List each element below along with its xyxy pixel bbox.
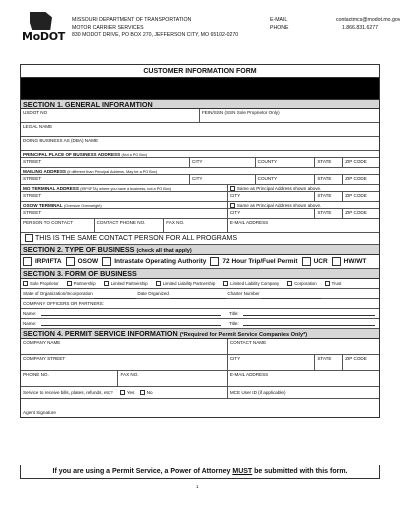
type-osow[interactable]: OSOW bbox=[66, 257, 99, 266]
page-number: 1 bbox=[196, 484, 199, 489]
checkbox-icon[interactable] bbox=[25, 234, 33, 242]
mo-terminal-row bbox=[21, 192, 379, 202]
person-to-contact-field[interactable]: PERSON TO CONTACT bbox=[21, 219, 95, 232]
mo-terminal-state-field[interactable]: STATE bbox=[315, 192, 343, 201]
fein-ssn-field[interactable]: FEIN/SSN (SSN Sole Proprietor Only) bbox=[202, 110, 280, 115]
email-label: E-MAIL bbox=[270, 17, 288, 23]
officer-row-1: Name: Title: bbox=[21, 309, 379, 319]
form-partnership[interactable]: Partnership bbox=[67, 281, 96, 286]
mo-terminal-city-field[interactable]: CITY bbox=[228, 192, 316, 201]
logo-text: MoDOT bbox=[22, 30, 65, 43]
mo-terminal-label-row bbox=[21, 185, 379, 192]
contact-labels bbox=[270, 17, 288, 32]
form-limited-partnership[interactable]: Limited Partnership bbox=[104, 281, 148, 286]
osow-label-row bbox=[21, 202, 379, 209]
officer-title-input-1[interactable] bbox=[243, 315, 375, 316]
org-name: MISSOURI DEPARTMENT OF TRANSPORTATION bbox=[72, 17, 192, 23]
permit-state-field[interactable]: STATE bbox=[315, 355, 343, 370]
checkbox-icon[interactable] bbox=[230, 203, 235, 208]
type-ucr[interactable]: UCR bbox=[302, 257, 328, 266]
type-irp-ifta[interactable]: IRP/IFTA bbox=[23, 257, 62, 266]
checkbox-icon[interactable] bbox=[302, 257, 311, 266]
permit-contact-name-field[interactable]: CONTACT NAME bbox=[229, 340, 267, 345]
osow-street-field[interactable]: STREET bbox=[21, 209, 228, 218]
checkbox-icon[interactable] bbox=[210, 257, 219, 266]
dba-name-field[interactable]: DOING BUSINESS AS (DBA) NAME bbox=[23, 138, 99, 143]
org-address bbox=[72, 17, 238, 40]
contact-values bbox=[336, 17, 400, 32]
form-llp[interactable]: Limited Liability Partnership bbox=[156, 281, 216, 286]
osow-state-field[interactable]: STATE bbox=[315, 209, 343, 218]
mailing-city-field[interactable]: CITY bbox=[190, 175, 256, 184]
mailing-address-row bbox=[21, 175, 379, 185]
legal-name-row bbox=[21, 123, 379, 137]
permit-phone-field[interactable]: PHONE NO. bbox=[21, 371, 118, 386]
modot-logo bbox=[22, 12, 65, 50]
checkbox-icon[interactable] bbox=[156, 281, 161, 286]
phone-label: PHONE bbox=[270, 24, 289, 31]
permit-address-row bbox=[21, 355, 379, 371]
date-organized-input[interactable] bbox=[170, 294, 226, 299]
principal-address-label: PRINCIPAL PLACE OF BUSINESS ADDRESS (Not a PO Box) bbox=[21, 151, 379, 158]
form-title: CUSTOMER INFORMATION FORM bbox=[21, 65, 379, 78]
email-value: contactmcs@modot.mo.gov bbox=[336, 17, 400, 23]
service-question: Service to receive bills, plates, refunds, etc? Yes No bbox=[21, 387, 228, 398]
officer-row-2: Name: Title: bbox=[21, 319, 379, 329]
page-header bbox=[0, 0, 400, 62]
officers-label: COMPANY OFFICERS OR PARTNERS: bbox=[21, 299, 379, 309]
form-corporation[interactable]: Corporation bbox=[287, 281, 316, 286]
mo-terminal-zip-field[interactable]: ZIP CODE bbox=[345, 193, 367, 198]
service-yes-checkbox[interactable] bbox=[120, 390, 125, 395]
checkbox-icon[interactable] bbox=[23, 281, 28, 286]
usdot-row bbox=[21, 109, 379, 123]
business-type-options bbox=[21, 255, 379, 269]
officer-title-input-2[interactable] bbox=[243, 325, 375, 326]
organization-info-row: State of Organization/Incorporation Date Organized Charter Number bbox=[21, 289, 379, 299]
mailing-state-field[interactable]: STATE bbox=[315, 175, 343, 184]
principal-address-row bbox=[21, 158, 379, 168]
black-banner bbox=[21, 78, 379, 99]
mo-terminal-label: MO TERMINAL ADDRESS (IRP/IFTA) where you have a business, not a PO Box) bbox=[21, 185, 228, 191]
checkbox-icon[interactable] bbox=[23, 257, 32, 266]
org-street: 830 MODOT DRIVE, PO BOX 270, JEFFERSON CITY, MO 65102-0270 bbox=[72, 32, 239, 39]
same-contact-checkbox[interactable]: THIS IS THE SAME CONTACT PERSON FOR ALL PROGRAMS bbox=[21, 233, 379, 245]
type-intrastate-authority[interactable]: Intrastate Operating Authority bbox=[102, 257, 206, 266]
osow-zip-field[interactable]: ZIP CODE bbox=[345, 210, 367, 215]
principal-street-field[interactable]: STREET bbox=[21, 158, 190, 167]
principal-zip-field[interactable]: ZIP CODE bbox=[345, 159, 367, 164]
phone-value: 1.866.831.6277 bbox=[341, 24, 378, 31]
checkbox-icon[interactable] bbox=[325, 281, 330, 286]
permit-fax-field[interactable]: FAX NO. bbox=[118, 371, 227, 386]
principal-city-field[interactable]: CITY bbox=[190, 158, 256, 167]
contact-row bbox=[21, 219, 379, 233]
section4-heading: SECTION 4. PERMIT SERVICE INFORMATION (*Required for Permit Service Companies Only*) bbox=[21, 329, 379, 339]
checkbox-icon[interactable] bbox=[223, 281, 228, 286]
org-division: MOTOR CARRIER SERVICES bbox=[72, 24, 144, 31]
principal-state-field[interactable]: STATE bbox=[315, 158, 343, 167]
charter-number-input[interactable] bbox=[261, 294, 321, 299]
osow-same-checkbox[interactable]: Same as Principal Address shown above. bbox=[228, 202, 379, 208]
mo-terminal-same-checkbox[interactable]: Same as Principal Address shown above. bbox=[228, 185, 379, 191]
checkbox-icon[interactable] bbox=[102, 257, 111, 266]
missouri-state-shape-icon bbox=[30, 12, 52, 30]
officer-name-input-2[interactable] bbox=[41, 325, 221, 326]
mo-terminal-street-field[interactable]: STREET bbox=[21, 192, 228, 201]
permit-zip-field[interactable]: ZIP CODE bbox=[345, 356, 367, 361]
osow-row bbox=[21, 209, 379, 219]
mailing-street-field[interactable]: STREET bbox=[21, 175, 190, 184]
permit-service-row bbox=[21, 387, 379, 399]
checkbox-icon[interactable] bbox=[67, 281, 72, 286]
permit-city-field[interactable]: CITY bbox=[228, 355, 316, 370]
form-llc[interactable]: Limited Liability Company bbox=[223, 281, 279, 286]
section2-heading: SECTION 2. TYPE OF BUSINESS (check all that apply) bbox=[21, 245, 379, 255]
mailing-county-field[interactable]: COUNTY bbox=[256, 175, 316, 184]
legal-name-field[interactable]: LEGAL NAME bbox=[23, 124, 53, 129]
permit-phone-row bbox=[21, 371, 379, 387]
checkbox-icon[interactable] bbox=[104, 281, 109, 286]
agent-signature-field[interactable]: Agent Signature bbox=[23, 410, 56, 415]
contact-email-field[interactable]: E-MAIL ADDRESS bbox=[229, 220, 269, 225]
osow-terminal-label: OSOW TERMINAL (Oversize Overweight) bbox=[21, 202, 228, 208]
agent-signature-row bbox=[21, 399, 379, 417]
osow-city-field[interactable]: CITY bbox=[228, 209, 316, 218]
form-sole-proprietor[interactable]: Sole Proprietor bbox=[23, 281, 59, 286]
checkbox-icon[interactable] bbox=[230, 186, 235, 191]
mailing-address-label: MAILING ADDRESS (if different than Principal Address, May be a PO Box) bbox=[21, 168, 379, 175]
permit-email-field[interactable]: E-MAIL ADDRESS bbox=[229, 372, 269, 377]
power-of-attorney-notice: If you are using a Permit Service, a Power of Attorney MUST be submitted with this form. bbox=[20, 465, 380, 479]
dba-row bbox=[21, 137, 379, 151]
permit-company-row bbox=[21, 339, 379, 355]
usdot-no-field[interactable]: USDOT NO bbox=[21, 109, 200, 122]
type-72-hour-permit[interactable]: 72 Hour Trip/Fuel Permit bbox=[210, 257, 297, 266]
service-no-checkbox[interactable] bbox=[140, 390, 145, 395]
business-form-options bbox=[21, 279, 379, 289]
checkbox-icon[interactable] bbox=[66, 257, 75, 266]
section3-heading: SECTION 3. FORM OF BUSINESS bbox=[21, 269, 379, 279]
contact-fax-field[interactable]: FAX NO. bbox=[164, 219, 228, 232]
officer-name-input-1[interactable] bbox=[41, 315, 221, 316]
type-hw-wt[interactable]: HW/WT bbox=[332, 257, 367, 266]
principal-county-field[interactable]: COUNTY bbox=[256, 158, 316, 167]
mailing-zip-field[interactable]: ZIP CODE bbox=[345, 176, 367, 181]
customer-information-form bbox=[20, 64, 380, 418]
contact-phone-field[interactable]: CONTACT PHONE NO. bbox=[95, 219, 165, 232]
checkbox-icon[interactable] bbox=[287, 281, 292, 286]
section1-heading: SECTION 1. GENERAL INFORAMTION bbox=[21, 99, 379, 109]
permit-company-name-field[interactable]: COMPANY NAME bbox=[21, 339, 228, 354]
form-trust[interactable]: Trust bbox=[325, 281, 342, 286]
permit-street-field[interactable]: COMPANY STREET bbox=[21, 355, 228, 370]
checkbox-icon[interactable] bbox=[332, 257, 341, 266]
mce-user-id-field[interactable]: MCE User ID (if applicable) bbox=[229, 390, 286, 395]
